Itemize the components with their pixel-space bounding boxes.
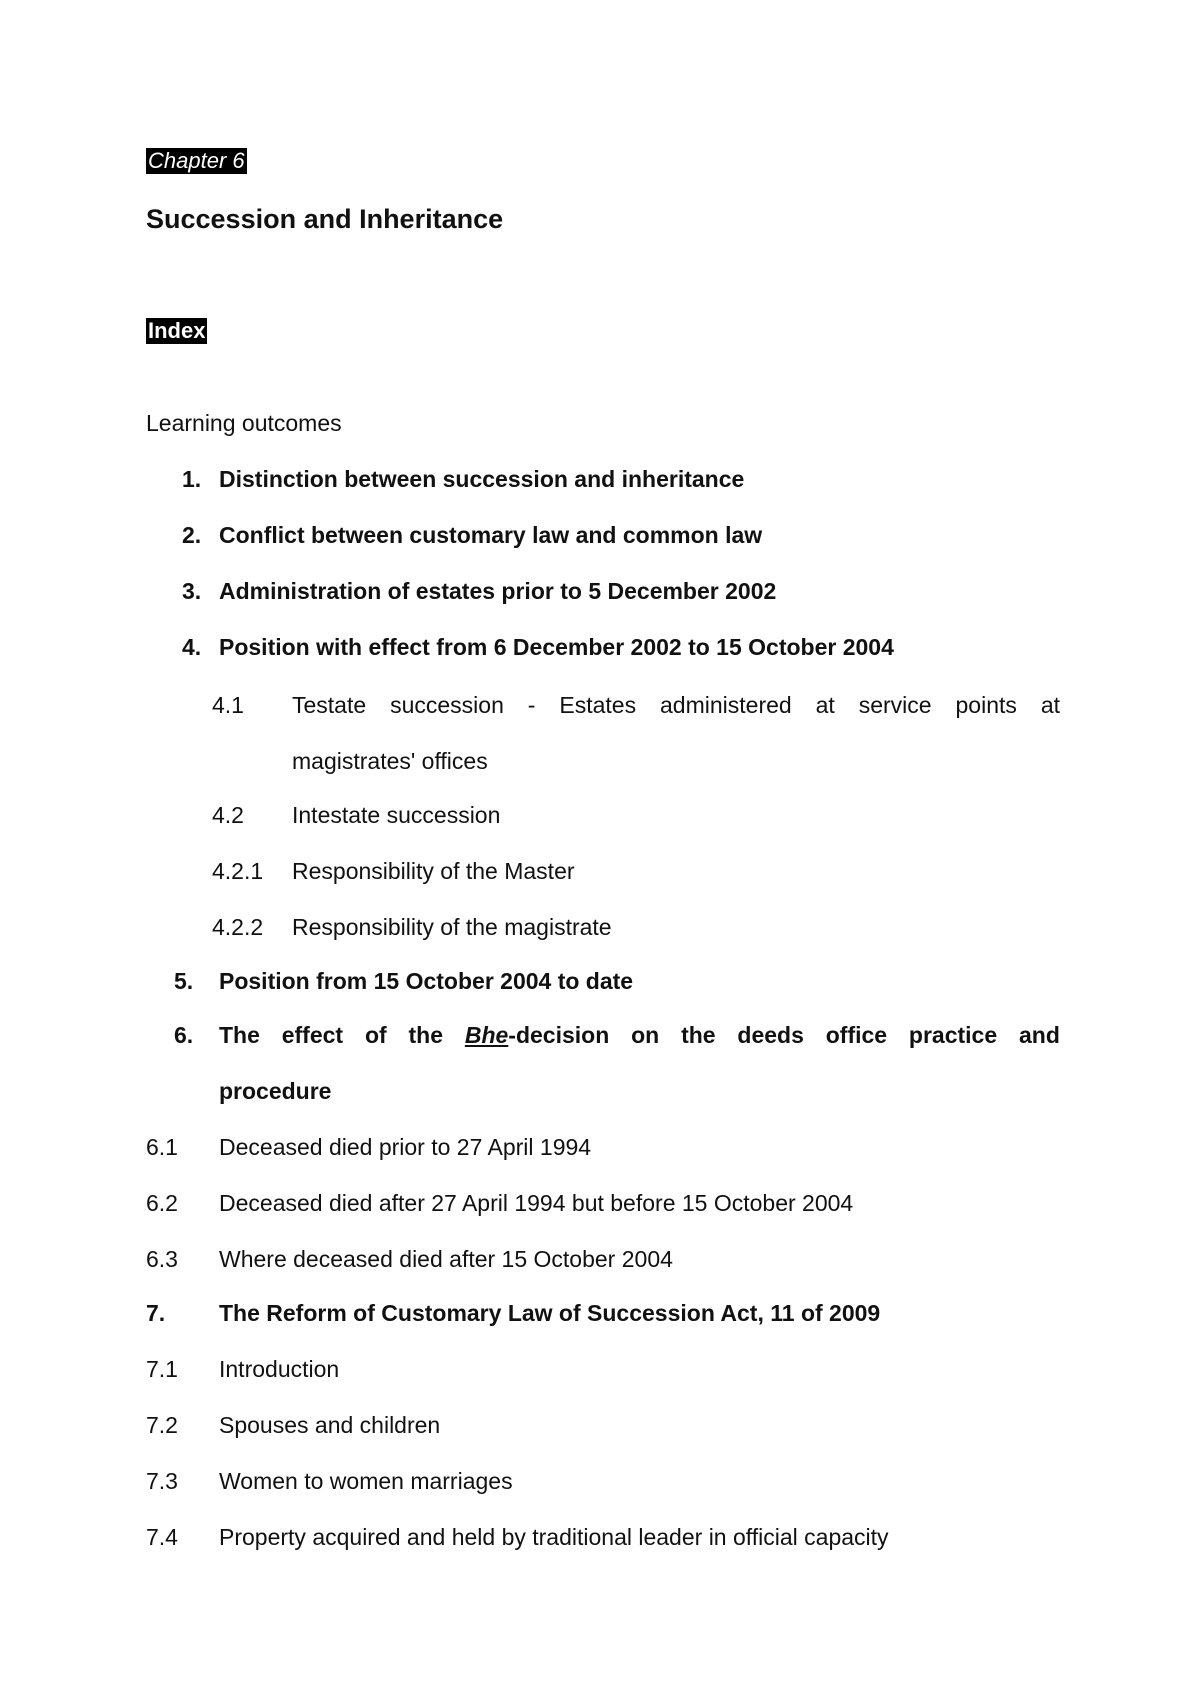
item-number: 1. [182,466,202,492]
item-text: Conflict between customary law and common law [219,522,763,548]
subitem-number: 6.2 [146,1190,178,1216]
item-number: 7. [146,1300,166,1326]
subitem-text: Women to women marriages [219,1468,513,1494]
subitem-number: 7.4 [146,1524,178,1550]
subitem-text: Responsibility of the magistrate [292,914,612,940]
subitem-text: Deceased died prior to 27 April 1994 [219,1134,592,1160]
chapter-label: Chapter 6 [148,148,245,173]
page-title: Succession and Inheritance [146,204,504,234]
subitem-number: 4.2 [212,802,244,828]
subitem-number: 4.1 [212,692,244,718]
subitem-number: 7.2 [146,1412,178,1438]
learning-outcomes-label: Learning outcomes [146,410,342,436]
item-number: 4. [182,634,202,660]
subitem-number: 6.3 [146,1246,178,1272]
subitem-text-continuation: magistrates' offices [292,748,488,774]
subitem-number: 7.3 [146,1468,178,1494]
item-text: Distinction between succession and inheritance [219,466,745,492]
item-text: Position with effect from 6 December 2002 to 15 October 2004 [219,634,894,660]
subitem-text: Testate succession - Estates administered at service points at [292,692,1060,718]
subitem-text: Introduction [219,1356,340,1382]
item-text-continuation: procedure [219,1078,332,1104]
item-number: 5. [174,968,194,994]
index-heading: Index [148,318,206,343]
item-text: The Reform of Customary Law of Succession Act, 11 of 2009 [219,1300,881,1326]
item-number: 3. [182,578,202,604]
item-text: The effect of the Bhe-decision on the deeds office practice and [219,1022,1060,1048]
subitem-number: 4.2.2 [212,914,264,940]
item-text: Position from 15 October 2004 to date [219,968,634,994]
item-number: 6. [174,1022,194,1048]
subitem-number: 4.2.1 [212,858,264,884]
subitem-text: Where deceased died after 15 October 2004 [219,1246,673,1272]
subitem-number: 7.1 [146,1356,178,1382]
subitem-number: 6.1 [146,1134,178,1160]
case-name: Bhe [464,1022,509,1048]
subitem-text: Property acquired and held by traditional leader in official capacity [219,1524,889,1550]
subitem-text: Intestate succession [292,802,501,828]
subitem-text: Responsibility of the Master [292,858,575,884]
subitem-text: Deceased died after 27 April 1994 but before 15 October 2004 [219,1190,854,1216]
item-text: Administration of estates prior to 5 December 2002 [219,578,777,604]
item-number: 2. [182,522,202,548]
subitem-text: Spouses and children [219,1412,441,1438]
